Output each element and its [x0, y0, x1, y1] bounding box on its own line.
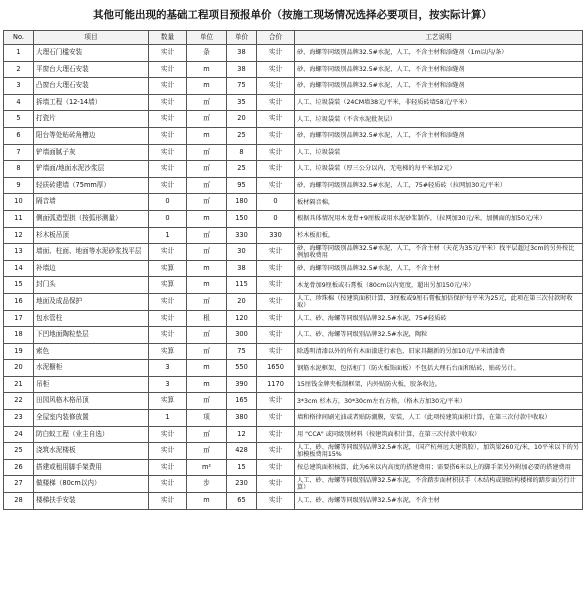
cell-item: 杉木板吊顶 — [34, 227, 149, 244]
cell-no: 22 — [4, 393, 34, 410]
cell-total: 实计 — [257, 45, 295, 62]
cell-unit: ㎡ — [187, 327, 227, 344]
cell-item: 补墙边 — [34, 260, 149, 277]
cell-unit: m — [187, 360, 227, 377]
cell-qty: 实算 — [149, 343, 187, 360]
cell-unit: ㎡ — [187, 111, 227, 128]
cell-desc: 3*3cm 杉木方，30*30cm左右方格，（格木方加30元/平米） — [295, 393, 583, 410]
cell-desc: 板材隔音棉， — [295, 194, 583, 211]
cell-no: 10 — [4, 194, 34, 211]
cell-desc: 砂、海螺等同级别品牌32.5#水泥，人工，不含主材和添缝剂 — [295, 127, 583, 144]
cell-total: 实计 — [257, 161, 295, 178]
table-row — [4, 194, 583, 211]
cell-price: 38 — [227, 260, 257, 277]
cell-total: 实计 — [257, 393, 295, 410]
table-row — [4, 426, 583, 443]
cell-item: 吊柜 — [34, 376, 149, 393]
cell-price: 428 — [227, 443, 257, 460]
cell-unit: ㎡ — [187, 393, 227, 410]
cell-qty: 实算 — [149, 277, 187, 294]
table-row — [4, 260, 583, 277]
cell-item: 封门头 — [34, 277, 149, 294]
table-row — [4, 111, 583, 128]
cell-price: 75 — [227, 343, 257, 360]
cell-qty: 0 — [149, 210, 187, 227]
cell-desc: 人工、垃圾袋装（不含水泥批灰层） — [295, 111, 583, 128]
cell-no: 3 — [4, 78, 34, 95]
cell-price: 30 — [227, 244, 257, 261]
table-row — [4, 227, 583, 244]
cell-unit: m — [187, 210, 227, 227]
cell-no: 20 — [4, 360, 34, 377]
cell-total: 1170 — [257, 376, 295, 393]
cell-item: 浇筑水泥楼板 — [34, 443, 149, 460]
cell-no: 19 — [4, 343, 34, 360]
cell-unit: m — [187, 61, 227, 78]
table-row — [4, 327, 583, 344]
header-item: 项目 — [34, 31, 149, 45]
cell-item: 轻质砖建墙（75mm厚） — [34, 177, 149, 194]
cell-price: 380 — [227, 410, 257, 427]
cell-qty: 实计 — [149, 177, 187, 194]
cell-qty: 3 — [149, 360, 187, 377]
table-row — [4, 127, 583, 144]
cell-no: 15 — [4, 277, 34, 294]
cell-unit: m — [187, 127, 227, 144]
cell-price: 550 — [227, 360, 257, 377]
cell-qty: 实计 — [149, 94, 187, 111]
cell-total: 0 — [257, 210, 295, 227]
cell-unit: m — [187, 260, 227, 277]
cell-total: 实计 — [257, 343, 295, 360]
cell-desc: 人工、珍珠棉（按建筑面积计算，3厘板或9厘石膏板加倍保护每平米为25元，此项在第三次付款时收取） — [295, 293, 583, 310]
cell-item: 防白蚁工程（业主自选） — [34, 426, 149, 443]
cell-no: 17 — [4, 310, 34, 327]
cell-total: 实计 — [257, 78, 295, 95]
cell-desc: 人工、垃圾袋装（厚三公分以内，无电梯的每平米加2元） — [295, 161, 583, 178]
cell-total: 实计 — [257, 144, 295, 161]
cell-price: 12 — [227, 426, 257, 443]
cell-desc: 人工、垃圾袋装 — [295, 144, 583, 161]
cell-desc: 用 "CCA" 或同级别材料（按建筑面积计算，在第三次付款中收取） — [295, 426, 583, 443]
cell-price: 38 — [227, 45, 257, 62]
cell-qty: 实计 — [149, 493, 187, 510]
cell-desc: 砂、海螺等同级别品牌32.5#水泥，人工，不含主材 — [295, 260, 583, 277]
cell-total: 实计 — [257, 410, 295, 427]
cell-unit: ㎡ — [187, 244, 227, 261]
cell-total: 实计 — [257, 111, 295, 128]
cell-desc: 钢筋水泥框架、包括柜门（防火板饰面板）不包括大理石台面和贴砖，贴砖另计。 — [295, 360, 583, 377]
cell-item: 拆墙工程（12-14墙） — [34, 94, 149, 111]
header-desc: 工艺说明 — [295, 31, 583, 45]
cell-qty: 实计 — [149, 111, 187, 128]
cell-unit: m — [187, 78, 227, 95]
cell-price: 115 — [227, 277, 257, 294]
cell-item: 铲墙面腻子灰 — [34, 144, 149, 161]
cell-qty: 实计 — [149, 327, 187, 344]
table-row — [4, 210, 583, 227]
cell-no: 2 — [4, 61, 34, 78]
cell-qty: 实计 — [149, 45, 187, 62]
cell-no: 26 — [4, 459, 34, 476]
cell-no: 9 — [4, 177, 34, 194]
cell-no: 28 — [4, 493, 34, 510]
cell-unit: ㎡ — [187, 161, 227, 178]
cell-desc: 砂、海螺等同级别品牌32.5#水泥，人工，不含主材和添缝剂 — [295, 61, 583, 78]
cell-unit: 步 — [187, 476, 227, 493]
cell-desc: 砂、海螺等同级别品牌32.5#水泥，人工，不含主材和添缝剂 — [295, 78, 583, 95]
cell-qty: 实计 — [149, 244, 187, 261]
cell-unit: ㎡ — [187, 426, 227, 443]
cell-total: 实计 — [257, 260, 295, 277]
cell-total: 实计 — [257, 61, 295, 78]
cell-total: 实计 — [257, 277, 295, 294]
cell-total: 实计 — [257, 127, 295, 144]
cell-unit: 项 — [187, 410, 227, 427]
cell-qty: 实计 — [149, 161, 187, 178]
cell-qty: 实计 — [149, 293, 187, 310]
cell-no: 27 — [4, 476, 34, 493]
cell-item: 侧面弧造型拱（按弧形测量） — [34, 210, 149, 227]
cell-item: 全屋室内装修放置 — [34, 410, 149, 427]
table-row — [4, 393, 583, 410]
cell-total: 实计 — [257, 244, 295, 261]
table-row — [4, 410, 583, 427]
cell-qty: 实计 — [149, 78, 187, 95]
cell-price: 20 — [227, 293, 257, 310]
cell-price: 330 — [227, 227, 257, 244]
cell-desc: 木龙骨加9厘板或石膏板（80cm以内宽度，超出另加150元/米） — [295, 277, 583, 294]
cell-unit: ㎡ — [187, 194, 227, 211]
cell-price: 150 — [227, 210, 257, 227]
cell-no: 5 — [4, 111, 34, 128]
cell-total: 实计 — [257, 310, 295, 327]
cell-no: 12 — [4, 227, 34, 244]
cell-price: 120 — [227, 310, 257, 327]
cell-item: 做楼梯（80cm以内） — [34, 476, 149, 493]
cell-no: 24 — [4, 426, 34, 443]
cell-price: 300 — [227, 327, 257, 344]
cell-desc: 砂、海螺等同级别品牌32.5#水泥，人工，不含主材（天花为35元/平米）找平层超过3cm的另外按比例加收费用 — [295, 244, 583, 261]
cell-price: 25 — [227, 127, 257, 144]
cell-item: 索色 — [34, 343, 149, 360]
cell-unit: m² — [187, 459, 227, 476]
cell-qty: 实计 — [149, 476, 187, 493]
cell-no: 11 — [4, 210, 34, 227]
cell-unit: ㎡ — [187, 227, 227, 244]
cell-unit: ㎡ — [187, 293, 227, 310]
header-price: 单价 — [227, 31, 257, 45]
table-row — [4, 45, 583, 62]
cell-price: 65 — [227, 493, 257, 510]
cell-no: 7 — [4, 144, 34, 161]
table-header-row — [4, 31, 583, 45]
cell-item: 平窗台大理石安装 — [34, 61, 149, 78]
cell-total: 0 — [257, 194, 295, 211]
cell-desc: 人工、砂、海螺等同级别品牌32.5#水泥，不含踏步面材积扶手（木结构或钢结构楼梯的踏步面另行计算） — [295, 476, 583, 493]
cell-no: 18 — [4, 327, 34, 344]
cell-price: 15 — [227, 459, 257, 476]
cell-qty: 1 — [149, 410, 187, 427]
cell-price: 38 — [227, 61, 257, 78]
table-row — [4, 94, 583, 111]
cell-desc: 人工、砂、海螺等同级别品牌32.5#水泥，陶粒 — [295, 327, 583, 344]
price-table — [3, 30, 583, 510]
cell-item: 搭建或租用脚手架费用 — [34, 459, 149, 476]
table-row — [4, 310, 583, 327]
cell-desc: 人工、砂、海螺等同级别品牌32.5#水泥，（国产杭州远大建筑胶），加筑梁260元/米，10平米以下的另加模板费用15% — [295, 443, 583, 460]
table-row — [4, 244, 583, 261]
cell-price: 25 — [227, 161, 257, 178]
cell-total: 实计 — [257, 94, 295, 111]
cell-price: 230 — [227, 476, 257, 493]
page-title: 其他可能出现的基础工程项目预报单价（按施工现场情况选择必要项目，按实际计算） — [93, 9, 492, 21]
cell-total: 实计 — [257, 493, 295, 510]
cell-desc: 人工、垃圾袋装（24CM墙38元/平米，非轻质砖墙58元/平米） — [295, 94, 583, 111]
cell-no: 25 — [4, 443, 34, 460]
cell-no: 8 — [4, 161, 34, 178]
table-row — [4, 177, 583, 194]
cell-total: 实计 — [257, 443, 295, 460]
cell-item: 下凹地面陶粒垫层 — [34, 327, 149, 344]
cell-item: 打瓷片 — [34, 111, 149, 128]
cell-desc: 人工、砂、海螺等同级别品牌32.5#水泥，75#轻质砖 — [295, 310, 583, 327]
cell-price: 95 — [227, 177, 257, 194]
cell-no: 23 — [4, 410, 34, 427]
cell-unit: m — [187, 493, 227, 510]
table-row — [4, 277, 583, 294]
cell-no: 14 — [4, 260, 34, 277]
cell-qty: 实计 — [149, 144, 187, 161]
table-row — [4, 443, 583, 460]
table-row — [4, 144, 583, 161]
cell-item: 隔音墙 — [34, 194, 149, 211]
cell-price: 35 — [227, 94, 257, 111]
cell-total: 实计 — [257, 426, 295, 443]
cell-item: 地面及成品保护 — [34, 293, 149, 310]
cell-unit: ㎡ — [187, 94, 227, 111]
cell-desc: 砂、海螺等同级别品牌32.5#水泥，人工，75#轻质砖（拉网加30元/平米） — [295, 177, 583, 194]
header-qty: 数量 — [149, 31, 187, 45]
table-row — [4, 459, 583, 476]
cell-item: 墙面、柱面、地面等水泥砂浆找平层 — [34, 244, 149, 261]
cell-qty: 实算 — [149, 260, 187, 277]
cell-unit: ㎡ — [187, 443, 227, 460]
cell-total: 1650 — [257, 360, 295, 377]
cell-qty: 实计 — [149, 61, 187, 78]
table-row — [4, 493, 583, 510]
cell-no: 13 — [4, 244, 34, 261]
cell-total: 实计 — [257, 327, 295, 344]
cell-price: 8 — [227, 144, 257, 161]
cell-unit: ㎡ — [187, 177, 227, 194]
table-row — [4, 78, 583, 95]
cell-unit: m — [187, 277, 227, 294]
cell-desc: 砂、海螺等同级别品牌32.5#水泥，人工，不含主材和添缝剂（1m以内/条） — [295, 45, 583, 62]
cell-desc: 根据具体情况用木龙骨+9厘板或用水泥砂浆制作，（拉网加30元/米，加侧面的加50元/米） — [295, 210, 583, 227]
cell-no: 16 — [4, 293, 34, 310]
cell-unit: ㎡ — [187, 144, 227, 161]
cell-total: 实计 — [257, 459, 295, 476]
cell-price: 390 — [227, 376, 257, 393]
table-row — [4, 343, 583, 360]
cell-no: 1 — [4, 45, 34, 62]
cell-unit: 条 — [187, 45, 227, 62]
table-row — [4, 293, 583, 310]
cell-no: 21 — [4, 376, 34, 393]
table-row — [4, 360, 583, 377]
cell-unit: ㎡ — [187, 343, 227, 360]
header-total: 合价 — [257, 31, 295, 45]
cell-item: 包水管柱 — [34, 310, 149, 327]
cell-qty: 实计 — [149, 127, 187, 144]
cell-price: 180 — [227, 194, 257, 211]
cell-price: 165 — [227, 393, 257, 410]
cell-qty: 实计 — [149, 443, 187, 460]
cell-desc: 墙和格律间刷光油或者贴防潮膜，安装，人工（此项按建筑面积计算，在第三次付款中收取） — [295, 410, 583, 427]
cell-total: 330 — [257, 227, 295, 244]
cell-unit: 根 — [187, 310, 227, 327]
cell-qty: 实计 — [149, 310, 187, 327]
cell-price: 20 — [227, 111, 257, 128]
cell-no: 6 — [4, 127, 34, 144]
cell-item: 楼梯扶手安装 — [34, 493, 149, 510]
cell-qty: 1 — [149, 227, 187, 244]
cell-item: 铲墙面/地面水泥沙浆层 — [34, 161, 149, 178]
cell-desc: 15厘钱金牌夹板制框架，内外贴防火板，胶条收边。 — [295, 376, 583, 393]
header-unit: 单位 — [187, 31, 227, 45]
cell-item: 大理石门槛安装 — [34, 45, 149, 62]
cell-desc: 杉木板扣板， — [295, 227, 583, 244]
cell-unit: m — [187, 376, 227, 393]
table-row — [4, 376, 583, 393]
cell-qty: 3 — [149, 376, 187, 393]
cell-total: 实计 — [257, 293, 295, 310]
cell-item: 凸窗台大理石安装 — [34, 78, 149, 95]
cell-desc: 人工、砂、海螺等同级别品牌32.5#水泥，不含主材 — [295, 493, 583, 510]
table-row — [4, 161, 583, 178]
cell-desc: 除透明清漆以外的所有木面漆进行索色，旧家具翻新的另加10元/平米清漆费 — [295, 343, 583, 360]
cell-item: 田园风格木格吊顶 — [34, 393, 149, 410]
cell-total: 实计 — [257, 476, 295, 493]
cell-qty: 0 — [149, 194, 187, 211]
cell-price: 75 — [227, 78, 257, 95]
table-row — [4, 61, 583, 78]
cell-item: 阳台等处贴砖角槽边 — [34, 127, 149, 144]
cell-item: 水泥橱柜 — [34, 360, 149, 377]
cell-desc: 按总建筑面积核算，此为6米以内高度的搭建费用；需要搭6米以上的脚手架另外附加必要的搭建费用 — [295, 459, 583, 476]
cell-qty: 实计 — [149, 426, 187, 443]
cell-qty: 实计 — [149, 459, 187, 476]
table-row — [4, 476, 583, 493]
header-no: No. — [4, 31, 34, 45]
cell-qty: 实算 — [149, 393, 187, 410]
cell-no: 4 — [4, 94, 34, 111]
cell-total: 实计 — [257, 177, 295, 194]
